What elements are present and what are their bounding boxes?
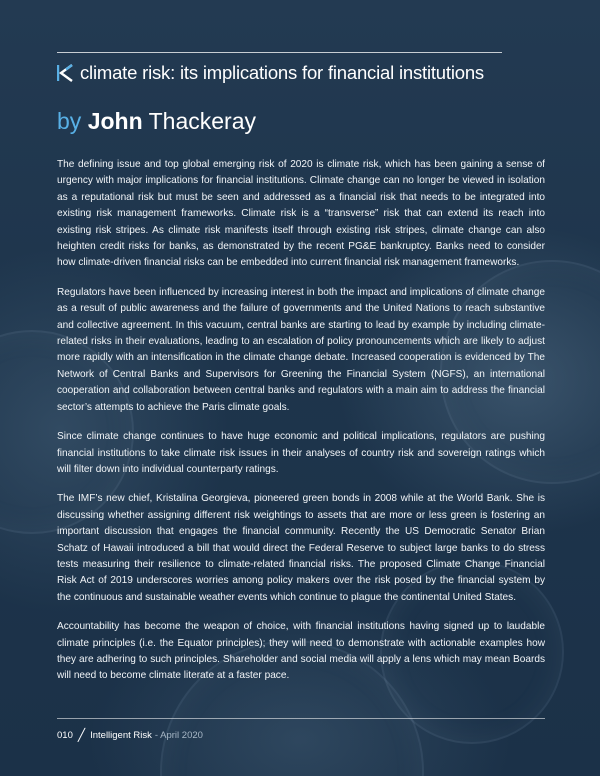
footer-slash-divider: ╱	[77, 728, 86, 742]
publication-name: Intelligent Risk	[90, 729, 152, 741]
article-title: climate risk: its implications for financial institutions	[80, 62, 484, 83]
author-last-name: Thackeray	[148, 108, 256, 134]
byline	[57, 108, 256, 135]
k-logo-icon	[57, 64, 74, 82]
body-paragraph: The IMF’s new chief, Kristalina Georgieva, pioneered green bonds in 2008 while at the World Bank. She is discussing whether assigning different risk weightings to assets that are more or less green is fostering an important discussion that engages the financial community. Recently the US Democratic Senator Brian Schatz of Hawaii introduced a bill that would direct the Federal Reserve to subject large banks to do stress tests measuring their resilience to climate-related financial risks. The proposed Climate Change Financial Risk Act of 2019 underscores worries among policy makers over the risk posed by the financial system by the continuous and sustainable weather events which continue to plague the continental United States.	[57, 493, 545, 603]
body-paragraph: Since climate change continues to have huge economic and political implications, regulators are pushing financial institutions to take climate risk issues in their analyses of country risk and sovereign ratings which will filter down into individual counterparty ratings.	[57, 431, 545, 475]
article-body	[57, 157, 545, 698]
publication-date: - April 2020	[154, 729, 203, 741]
article-header	[57, 62, 484, 84]
footer-rule	[57, 718, 545, 719]
page-number: 010	[57, 729, 73, 741]
body-paragraph: Accountability has become the weapon of choice, with financial institutions having signed up to laudable climate principles (i.e. the Equator principles); they will need to demonstrate with actionable examples how they are adhering to such principles. Shareholder and social media will apply a lens which may mean Boards will need to become climate literate at a faster pace.	[57, 621, 545, 682]
header-rule	[57, 52, 502, 53]
page-footer	[57, 728, 203, 742]
byline-by: by	[57, 108, 82, 134]
author-first-name: John	[87, 108, 143, 134]
body-paragraph: The defining issue and top global emerging risk of 2020 is climate risk, which has been gaining a sense of urgency with major implications for financial institutions. Climate change can no longer be viewed in isolation as a reputational risk but must be seen and addressed as a financial risk that needs to be integrated into existing risk management frameworks. Climate risk is a “transverse” risk that can extend its reach into existing risk stripes. As climate risk manifests itself through existing risk stripes, climate change can also heighten credit risks for banks, as demonstrated by the recent PG&E bankruptcy. Banks need to consider how climate-driven financial risks can be embedded into current financial risk management frameworks.	[57, 159, 545, 269]
body-paragraph: Regulators have been influenced by increasing interest in both the impact and implications of climate change as a result of public awareness and the failure of governments and the United Nations to reach substantive and collective agreement. In this vacuum, central banks are starting to lead by example by including climate-related risks in their evaluations, leading to an escalation of policy pronouncements which are likely to adjust more rapidly with an intensification in the climate change debate. Increased cooperation is evidenced by The Network of Central Banks and Supervisors for Greening the Financial System (NGFS), an international cooperation and collaboration between central banks and regulators with a main aim to address the financial sector’s attempts to achieve the Paris climate goals.	[57, 286, 545, 413]
